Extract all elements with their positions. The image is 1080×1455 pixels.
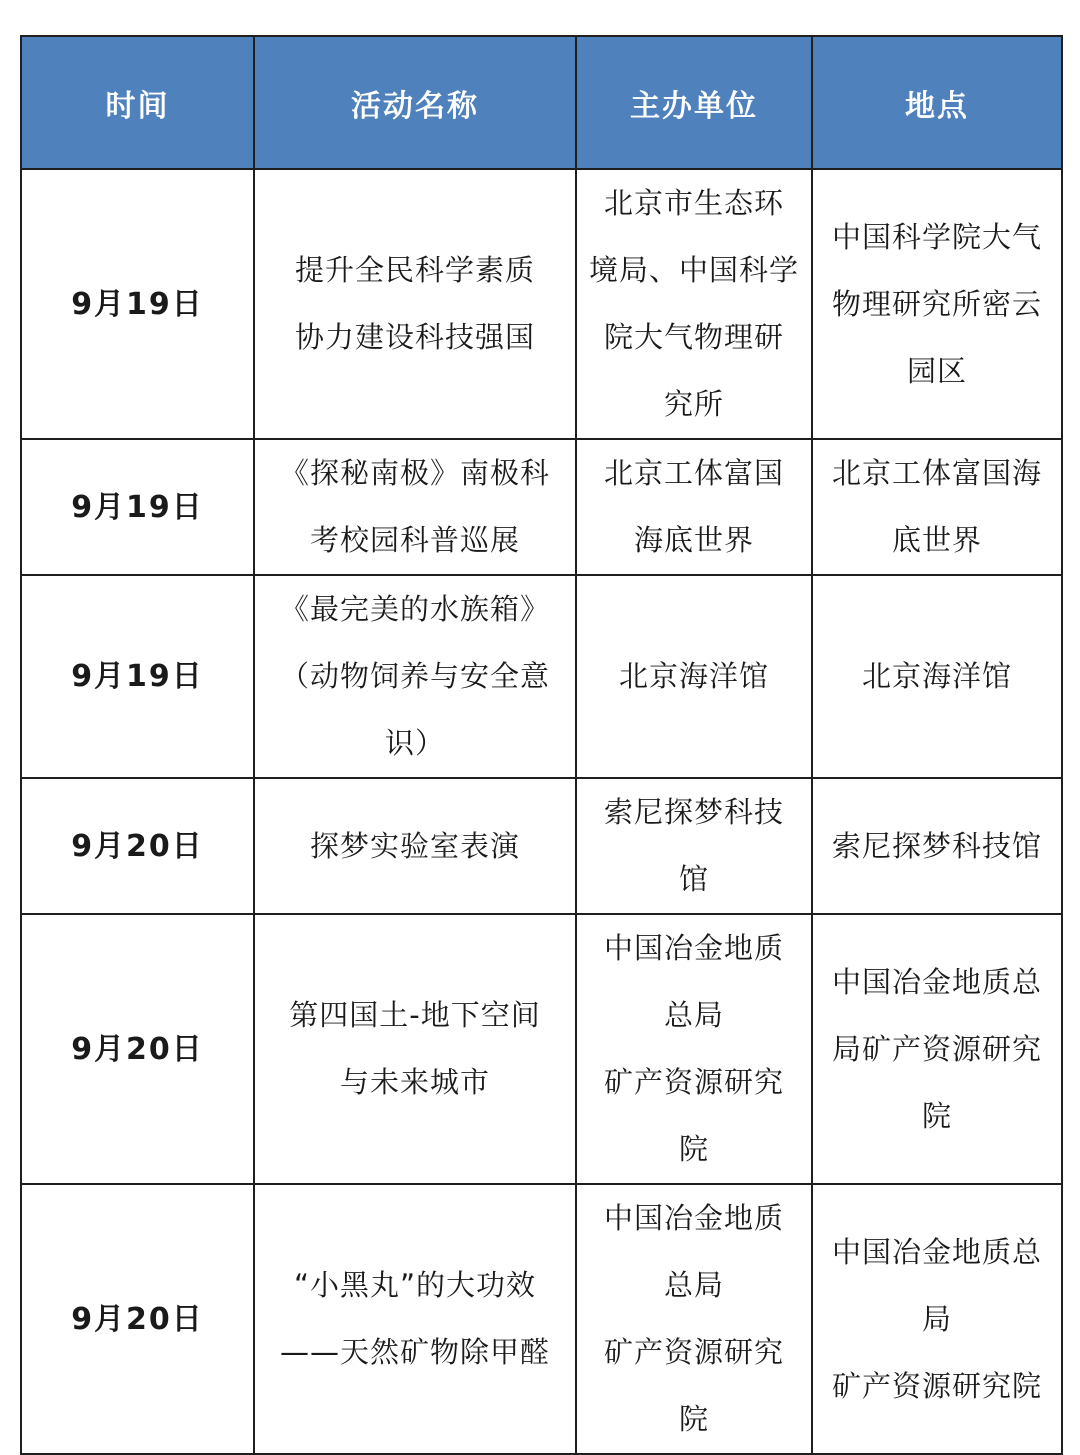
organizer-line: 北京工体富国 xyxy=(603,456,784,490)
date-cell: 9月20日 xyxy=(21,1184,254,1454)
date-cell: 9月20日 xyxy=(21,778,254,914)
organizer-line: 海底世界 xyxy=(633,523,754,557)
location-cell xyxy=(812,914,1062,1184)
organizer-cell xyxy=(576,169,812,439)
organizer-line: 总局 xyxy=(663,1268,724,1302)
organizer-line: 究所 xyxy=(663,387,724,421)
table-row xyxy=(21,1184,1062,1454)
location-line: 矿产资源研究院 xyxy=(831,1368,1042,1403)
header-organizer: 主办单位 xyxy=(576,36,812,169)
date-cell: 9月20日 xyxy=(21,914,254,1184)
location-cell xyxy=(812,575,1062,778)
activity-name-cell xyxy=(254,778,576,914)
organizer-line: 索尼探梦科技 xyxy=(603,795,784,829)
activity-name-line: 探梦实验室表演 xyxy=(309,828,520,863)
table-row xyxy=(21,169,1062,439)
location-line: 北京海洋馆 xyxy=(861,659,1012,693)
location-line: 院 xyxy=(921,1098,952,1133)
organizer-cell xyxy=(576,778,812,914)
activity-name-line: （动物饲养与安全意 xyxy=(279,659,550,693)
organizer-line: 院 xyxy=(678,1402,709,1436)
organizer-line: 矿产资源研究 xyxy=(603,1065,784,1099)
header-row xyxy=(21,36,1062,169)
table-row xyxy=(21,914,1062,1184)
location-line: 局矿产资源研究 xyxy=(831,1031,1042,1066)
date-cell: 9月19日 xyxy=(21,575,254,778)
location-line: 园区 xyxy=(906,353,967,388)
organizer-line: 院大气物理研 xyxy=(603,320,784,354)
table-body xyxy=(21,169,1062,1454)
activity-name-line: 考校园科普巡展 xyxy=(309,523,520,557)
activity-name-cell xyxy=(254,575,576,778)
location-line: 北京工体富国海 xyxy=(831,456,1042,490)
activity-name-line: 协力建设科技强国 xyxy=(294,320,535,354)
location-line: 物理研究所密云 xyxy=(831,286,1042,321)
date-cell: 9月19日 xyxy=(21,169,254,439)
activity-name-line: 《探秘南极》南极科 xyxy=(279,456,550,490)
organizer-line: 境局、中国科学 xyxy=(588,253,799,287)
location-line: 局 xyxy=(921,1301,952,1336)
organizer-cell xyxy=(576,914,812,1184)
location-cell xyxy=(812,1184,1062,1454)
event-schedule-table xyxy=(20,35,1063,1455)
date-cell: 9月19日 xyxy=(21,439,254,575)
activity-name-line: 提升全民科学素质 xyxy=(294,253,535,287)
location-cell xyxy=(812,778,1062,914)
activity-name-line: 识） xyxy=(384,726,445,760)
organizer-line: 中国冶金地质 xyxy=(603,931,784,965)
activity-name-line: ——天然矿物除甲醛 xyxy=(279,1335,550,1369)
organizer-line: 中国冶金地质 xyxy=(603,1201,784,1235)
header-location: 地点 xyxy=(812,36,1062,169)
organizer-line: 院 xyxy=(678,1132,709,1166)
activity-name-cell xyxy=(254,169,576,439)
location-line: 底世界 xyxy=(891,523,982,557)
activity-name-cell xyxy=(254,1184,576,1454)
header-time: 时间 xyxy=(21,36,254,169)
location-cell xyxy=(812,439,1062,575)
activity-name-line: “小黑丸”的大功效 xyxy=(293,1268,537,1302)
table-row xyxy=(21,778,1062,914)
location-line: 中国冶金地质总 xyxy=(831,1234,1042,1269)
organizer-line: 北京海洋馆 xyxy=(618,659,769,693)
table-row xyxy=(21,575,1062,778)
organizer-line: 总局 xyxy=(663,998,724,1032)
organizer-cell xyxy=(576,439,812,575)
organizer-line: 北京市生态环 xyxy=(603,186,784,220)
table-header xyxy=(21,36,1062,169)
location-line: 中国科学院大气 xyxy=(831,219,1042,254)
organizer-cell xyxy=(576,1184,812,1454)
header-activity-name: 活动名称 xyxy=(254,36,576,169)
activity-name-cell xyxy=(254,914,576,1184)
table-row xyxy=(21,439,1062,575)
organizer-line: 馆 xyxy=(678,862,709,896)
activity-name-line: 第四国土-地下空间 xyxy=(289,998,541,1032)
location-line: 中国冶金地质总 xyxy=(831,964,1042,999)
location-line: 索尼探梦科技馆 xyxy=(831,828,1042,863)
activity-name-line: 与未来城市 xyxy=(339,1065,490,1099)
organizer-cell xyxy=(576,575,812,778)
activity-name-line: 《最完美的水族箱》 xyxy=(279,592,550,626)
organizer-line: 矿产资源研究 xyxy=(603,1335,784,1369)
location-cell xyxy=(812,169,1062,439)
activity-name-cell xyxy=(254,439,576,575)
